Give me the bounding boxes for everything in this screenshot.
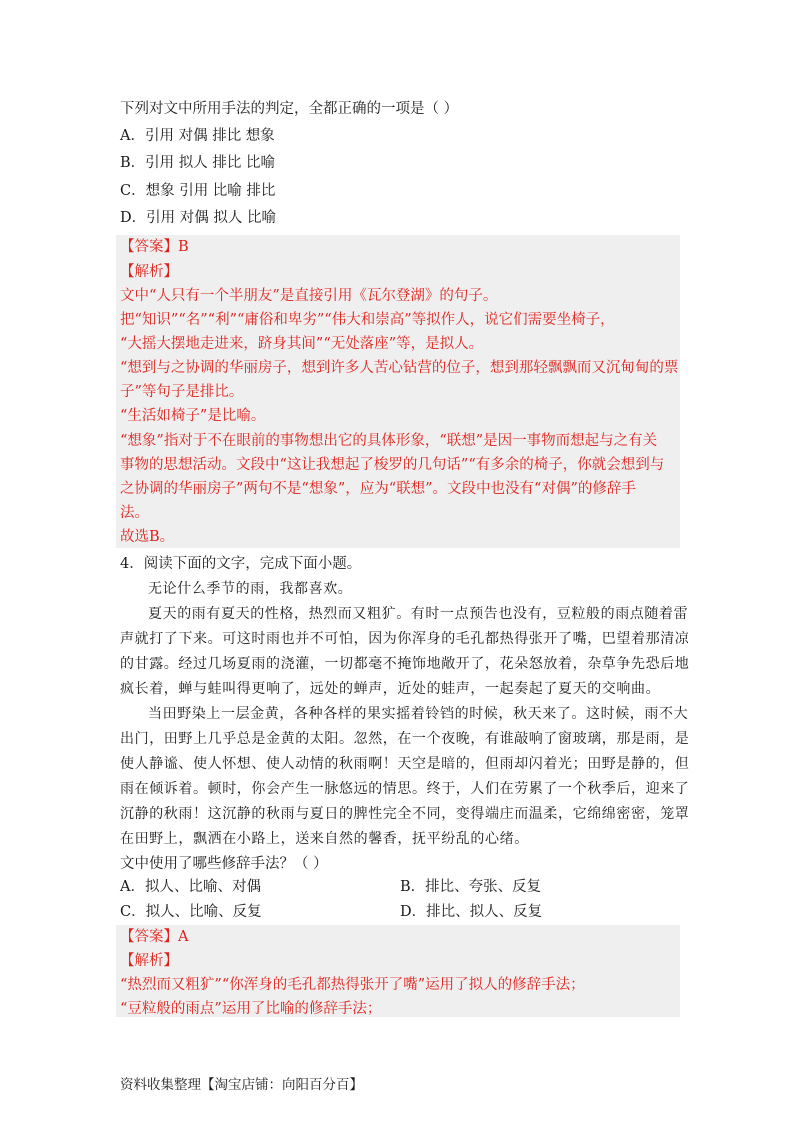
passage-line: 沉静的秋雨！这沉静的秋雨与夏日的脾性完全不同，变得端庄而温柔，它绵绵密密，笼罩 <box>120 806 690 822</box>
passage-line: 的甘露。经过几场夏雨的浇灌，一切都毫不掩饰地敞开了，花朵怒放着，杂草争先恐后地 <box>120 656 690 672</box>
q3-analysis-label: 【解析】 <box>120 264 178 280</box>
q4-stem: 文中使用了哪些修辞手法？（ ） <box>120 856 328 872</box>
q3-analysis-line: “大摇大摆地走进来，跻身其间”“无处落座”等，是拟人。 <box>120 336 484 352</box>
passage-line: 无论什么季节的雨，我都喜欢。 <box>148 581 353 597</box>
q4-option-a: A．拟人、比喻、对偶 <box>120 879 261 895</box>
passage-line: 出门，田野上几乎总是金黄的太阳。忽然，在一个夜晚，有谁敲响了窗玻璃，那是雨，是 <box>120 731 690 747</box>
passage-line: 声就打了下来。可这时雨也并不可怕，因为你浑身的毛孔都热得张开了嘴，巴望着那清凉 <box>120 631 690 647</box>
q4-option-c: C．拟人、比喻、反复 <box>120 904 262 920</box>
passage-line: 在田野上，飘洒在小路上，送来自然的馨香，抚平纷乱的心绪。 <box>120 831 529 847</box>
q3-analysis-line: 事物的思想活动。文段中“这让我想起了梭罗的几句话”“有多余的椅子，你就会想到与 <box>120 457 665 473</box>
q4-intro: 4．阅读下面的文字，完成下面小题。 <box>120 556 362 572</box>
passage-line: 雨在倾诉着。顿时，你会产生一脉悠远的情思。终于，人们在劳累了一个秋季后，迎来了 <box>120 781 690 797</box>
q3-analysis-line: “生活如椅子”是比喻。 <box>120 408 266 424</box>
footer-credit: 资料收集整理【淘宝店铺：向阳百分百】 <box>120 1077 363 1093</box>
passage-line: 使人静谧、使人怀想、使人动情的秋雨啊！天空是暗的，但雨却闪着光；田野是静的，但 <box>120 756 690 772</box>
q4-analysis-line: “热烈而又粗犷”“你浑身的毛孔都热得张开了嘴”运用了拟人的修辞手法； <box>120 977 585 993</box>
q3-analysis-line: 文中“人只有一个半朋友”是直接引用《瓦尔登湖》的句子。 <box>120 288 498 304</box>
q3-analysis-line: 法。 <box>120 505 149 521</box>
q3-analysis-line: 故选B。 <box>120 529 175 545</box>
q3-option-d: D．引用 对偶 拟人 比喻 <box>120 210 276 226</box>
q3-option-c: C．想象 引用 比喻 排比 <box>120 183 276 199</box>
q3-analysis-line: “想象”指对于不在眼前的事物想出它的具体形象，“联想”是因一事物而想起与之有关 <box>120 433 658 449</box>
q3-option-b: B．引用 拟人 排比 比喻 <box>120 155 275 171</box>
q4-analysis-line: “豆粒般的雨点”运用了比喻的修辞手法； <box>120 1001 382 1017</box>
q3-answer: 【答案】B <box>120 239 189 255</box>
passage-line: 夏天的雨有夏天的性格，热烈而又粗犷。有时一点预告也没有，豆粒般的雨点随着雷 <box>148 606 689 622</box>
q3-analysis-line: 把“知识”“名”“利”“庸俗和卑劣”“伟大和崇高”等拟作人，说它们需要坐椅子， <box>120 312 615 328</box>
q4-analysis-label: 【解析】 <box>120 953 178 969</box>
q3-analysis-line: 子”等句子是排比。 <box>120 384 244 400</box>
q3-analysis-line: “想到与之协调的华丽房子，想到许多人苦心钻营的位子，想到那轻飘飘而又沉甸甸的票 <box>120 360 679 376</box>
q4-option-b: B．排比、夸张、反复 <box>400 879 542 895</box>
q4-option-d: D．排比、拟人、反复 <box>400 904 543 920</box>
passage-line: 当田野染上一层金黄，各种各样的果实摇着铃铛的时候，秋天来了。这时候，雨不大 <box>148 706 689 722</box>
q3-option-a: A．引用 对偶 排比 想象 <box>120 128 275 144</box>
q4-answer: 【答案】A <box>120 929 189 945</box>
passage-line: 疯长着，蝉与蛙叫得更响了，远处的蝉声，近处的蛙声，一起奏起了夏天的交响曲。 <box>120 681 661 697</box>
q3-stem: 下列对文中所用手法的判定，全都正确的一项是（ ） <box>120 101 459 117</box>
q3-analysis-line: 之协调的华丽房子”两句不是“想象”，应为“联想”。文段中也没有“对偶”的修辞手 <box>120 481 636 497</box>
